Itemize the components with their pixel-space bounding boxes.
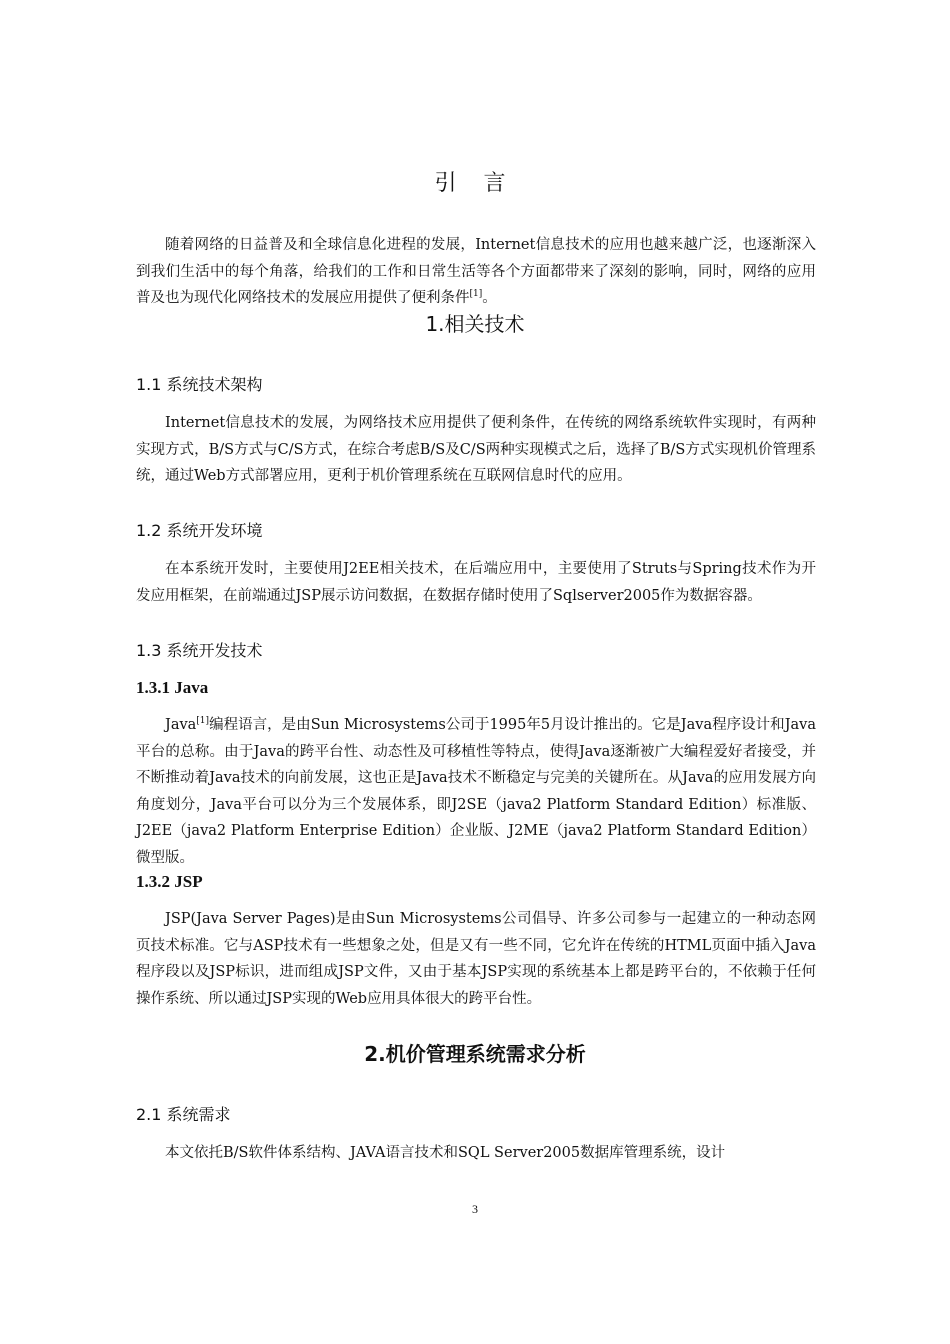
chapter-2-title: 2.机价管理系统需求分析: [364, 1042, 586, 1066]
intro-text: 随着网络的日益普及和全球信息化进程的发展，Internet信息技术的应用也越来越广泛，也逐渐深入到我们生活中的每个角落，给我们的工作和日常生活等各个方面都带来了深刻的影响，同时，网络的应用普及也为现代化网络技术的发展应用提供了便利条件: [136, 237, 816, 306]
section-1-1-heading: 1.1 系统技术架构: [136, 375, 263, 394]
intro-paragraph: [136, 232, 816, 312]
section-1-1-body: [136, 410, 816, 490]
section-1-3-2-heading: 1.3.2 JSP: [136, 872, 203, 891]
section-1-1-text: Internet信息技术的发展，为网络技术应用提供了便利条件，在传统的网络系统软件实现时，有两种实现方式，B/S方式与C/S方式，在综合考虑B/S及C/S两种实现模式之后，选择了B/S方式实现机价管理系统，通过Web方式部署应用，更利于机价管理系统在互联网信息时代的应用。: [136, 415, 816, 484]
section-1-3-2-body: [136, 906, 816, 1012]
section-1-2-heading: 1.2 系统开发环境: [136, 521, 263, 540]
intro-text-end: 。: [482, 290, 497, 306]
jsp-text: JSP(Java Server Pages)是由Sun Microsystems公司倡导、许多公司参与一起建立的一种动态网页技术标准。它与ASP技术有一些想象之处，但是又有一些不同，它允许在传统的HTML页面中插入Java程序段以及JSP标识，进而组成JSP文件，又由于基本JSP实现的系统基本上都是跨平台的，不依赖于任何操作系统、所以通过JSP实现的Web应用具体很大的跨平台性。: [136, 911, 816, 1007]
section-1-3-heading: 1.3 系统开发技术: [136, 641, 263, 660]
citation-ref: [1]: [469, 289, 483, 300]
java-text: 编程语言，是由Sun Microsystems公司于1995年5月设计推出的。它是Java程序设计和Java平台的总称。由于Java的跨平台性、动态性及可移植性等特点，使得Java逐渐被广大编程爱好者接受，并不断推动着Java技术的向前发展，这也正是Java技术不断稳定与完美的关键所在。从Java的应用发展方向角度划分，Java平台可以分为三个发展体系，即J2SE（java2 Platform Standard Edition）标准版、J2EE（java2 Platform Enterprise Edition）企业版、J2ME（java2 Platform Standard Edition）微型版。: [136, 717, 816, 866]
section-1-3-1-body: [136, 712, 816, 871]
chapter-1-title: 1.相关技术: [425, 312, 525, 336]
section-2-1-body: [136, 1140, 816, 1167]
intro-title: 引 言: [434, 171, 516, 196]
citation-ref: [1]: [196, 716, 210, 727]
section-2-1-heading: 2.1 系统需求: [136, 1105, 231, 1124]
section-2-1-text: 本文依托B/S软件体系结构、JAVA语言技术和SQL Server2005数据库管理系统，设计: [165, 1145, 726, 1161]
java-lead: Java: [165, 717, 197, 733]
section-1-3-1-heading: 1.3.1 Java: [136, 678, 209, 697]
section-1-2-body: [136, 556, 816, 609]
page-number: 3: [472, 1202, 478, 1216]
section-1-2-text: 在本系统开发时，主要使用J2EE相关技术，在后端应用中，主要使用了Struts与Spring技术作为开发应用框架，在前端通过JSP展示访问数据，在数据存储时使用了Sqlserver2005作为数据容器。: [136, 561, 816, 604]
